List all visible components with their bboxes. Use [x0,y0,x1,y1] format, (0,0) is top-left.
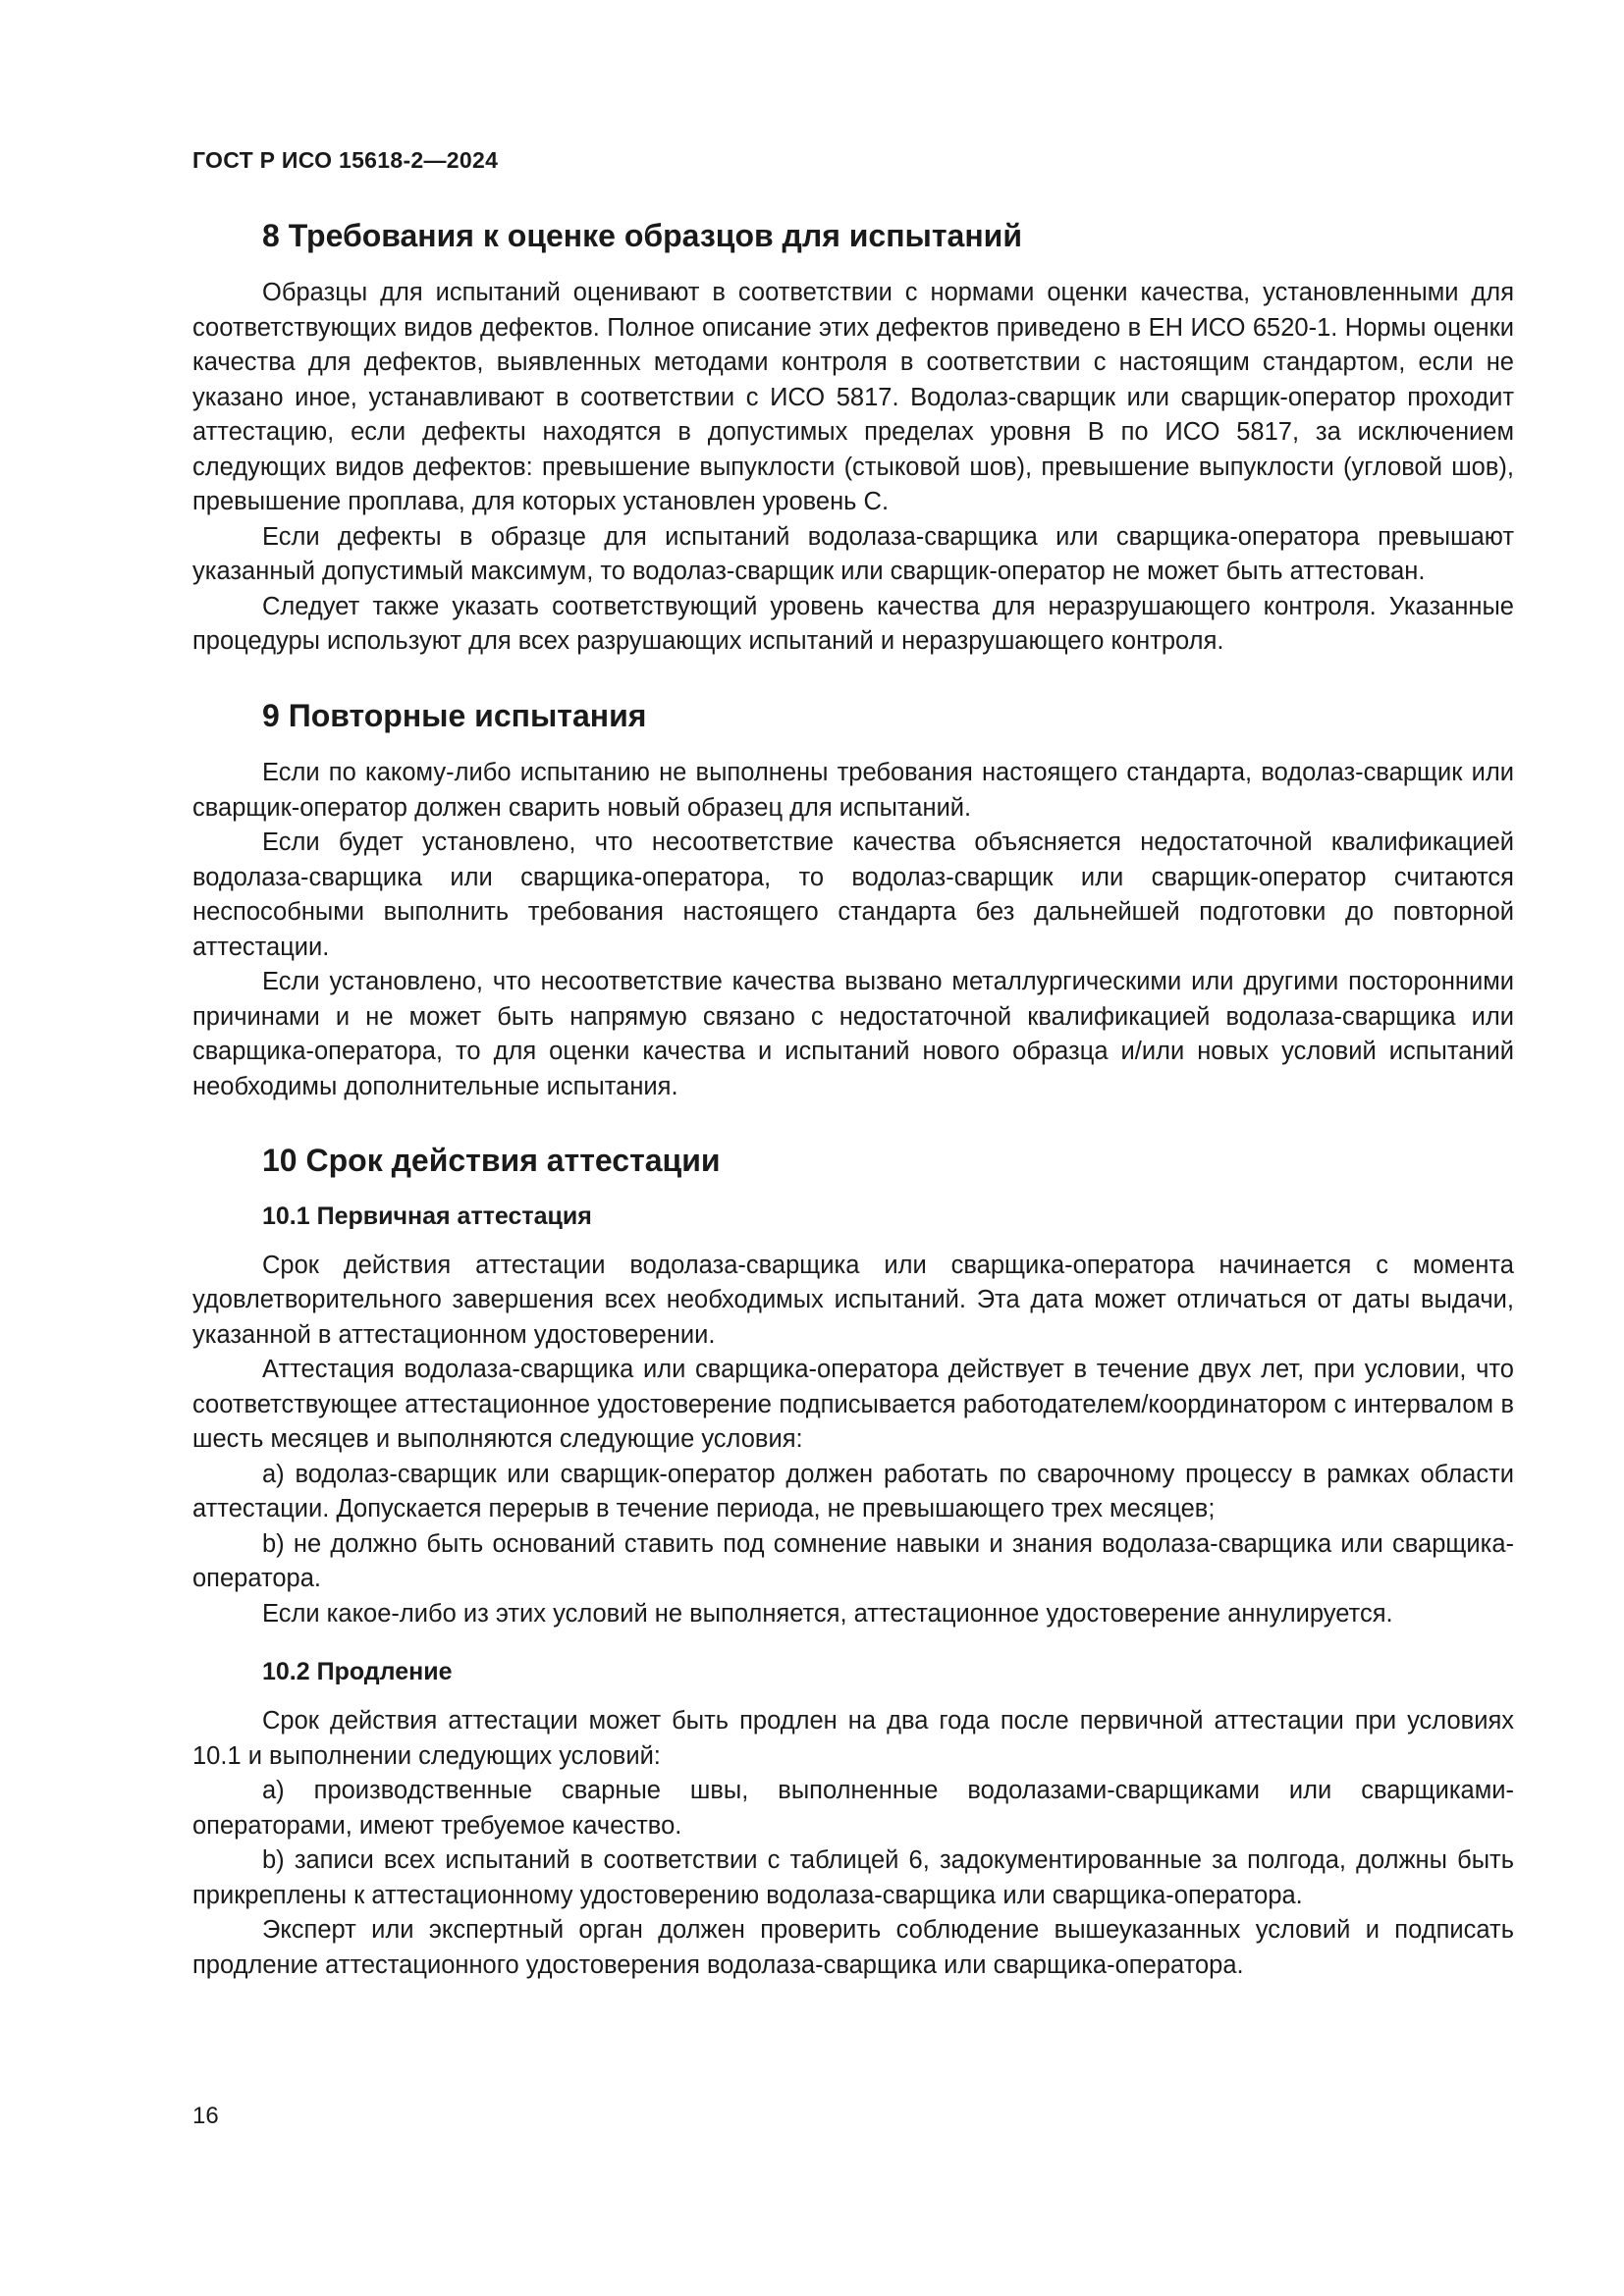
section-9 [192,697,1514,1104]
paragraph: Срок действия аттестации водолаза-сварщика или сварщика-оператора начинается с момента удовлетворительного завершения всех необходимых испытаний. Эта дата может отличаться от даты выдачи, указанной в аттестационном удостоверении. [192,1251,1514,1349]
section-10-title: 10 Срок действия аттестации [262,1143,721,1179]
paragraph: Если какое-либо из этих условий не выполняется, аттестационное удостоверение аннулируется. [262,1599,1393,1628]
list-item: b) записи всех испытаний в соответствии с таблицей 6, задокументированные за полгода, должны быть прикреплены к аттестационному удостоверению водолаза-сварщика или сварщика-оператора. [192,1846,1514,1909]
section-8-title: 8 Требования к оценке образцов для испытаний [262,218,1023,253]
paragraph: Если по какому-либо испытанию не выполнены требования настоящего стандарта, водолаз-сварщик или сварщик-оператор должен сварить новый образец для испытаний. [192,759,1514,822]
page-number: 16 [192,2103,219,2129]
paragraph: Если установлено, что несоответствие качества вызвано металлургическими или другими посторонними причинами и не может быть напрямую связано с недостаточной квалификацией водолаза-сварщика или сварщика-оператора, то для оценки качества и испытаний нового образца и/или новых условий испытаний необходимы дополнительные испытания. [192,968,1514,1100]
list-item: a) водолаз-сварщик или сварщик-оператор должен работать по сварочному процессу в рамках области аттестации. Допускается перерыв в течение периода, не превышающего трех месяцев; [192,1460,1514,1523]
paragraph: Аттестация водолаза-сварщика или сварщика-оператора действует в течение двух лет, при условии, что соответствующее аттестационное удостоверение подписывается работодателем/координатором с интервалом в шесть месяцев и выполняются следующие условия: [192,1356,1514,1454]
section-8 [192,217,1514,660]
document-header: ГОСТ Р ИСО 15618-2—2024 [192,147,499,173]
subsection-10-2 [192,1657,1514,1983]
subsection-10-2-title: 10.2 Продление [262,1658,453,1686]
paragraph: Срок действия аттестации может быть продлен на два года после первичной аттестации при условиях 10.1 и выполнении следующих условий: [192,1707,1514,1770]
paragraph: Если дефекты в образце для испытаний водолаза-сварщика или сварщика-оператора превышают указанный допустимый максимум, то водолаз-сварщик или сварщик-оператор не может быть аттестован. [192,522,1514,586]
section-10 [192,1142,1514,1983]
list-item: a) производственные сварные швы, выполненные водолазами-сварщиками или сварщиками-операторами, имеют требуемое качество. [192,1777,1514,1840]
paragraph: Эксперт или экспертный орган должен проверить соблюдение вышеуказанных условий и подписать продление аттестационного удостоверения водолаза-сварщика или сварщика-оператора. [192,1916,1514,1979]
paragraph: Следует также указать соответствующий уровень качества для неразрушающего контроля. Указанные процедуры используют для всех разрушающих испытаний и неразрушающего контроля. [192,592,1514,656]
paragraph: Если будет установлено, что несоответствие качества объясняется недостаточной квалификацией водолаза-сварщика или сварщика-оператора, то водолаз-сварщик или сварщик-оператор считаются неспособными выполнить требования настоящего стандарта без дальнейшей подготовки до повторной аттестации. [192,828,1514,961]
subsection-10-1-title: 10.1 Первичная аттестация [262,1201,592,1230]
subsection-10-1 [192,1201,1514,1632]
list-item: b) не должно быть оснований ставить под сомнение навыки и знания водолаза-сварщика или сварщика-оператора. [192,1529,1514,1593]
page-content [192,147,1514,2020]
paragraph: Образцы для испытаний оценивают в соответствии с нормами оценки качества, установленными для соответствующих видов дефектов. Полное описание этих дефектов приведено в ЕН ИСО 6520-1. Нормы оценки качества для дефектов, выявленных методами контроля в соответствии с настоящим стандартом, если не указано иное, устанавливают в соответствии с ИСО 5817. Водолаз-сварщик или сварщик-оператор проходит аттестацию, если дефекты находятся в допустимых пределах уровня В по ИСО 5817, за исключением следующих видов дефектов: превышение выпуклости (стыковой шов), превышение выпуклости (угловой шов), превышение проплава, для которых установлен уровень С. [192,279,1514,516]
section-9-title: 9 Повторные испытания [262,697,647,733]
